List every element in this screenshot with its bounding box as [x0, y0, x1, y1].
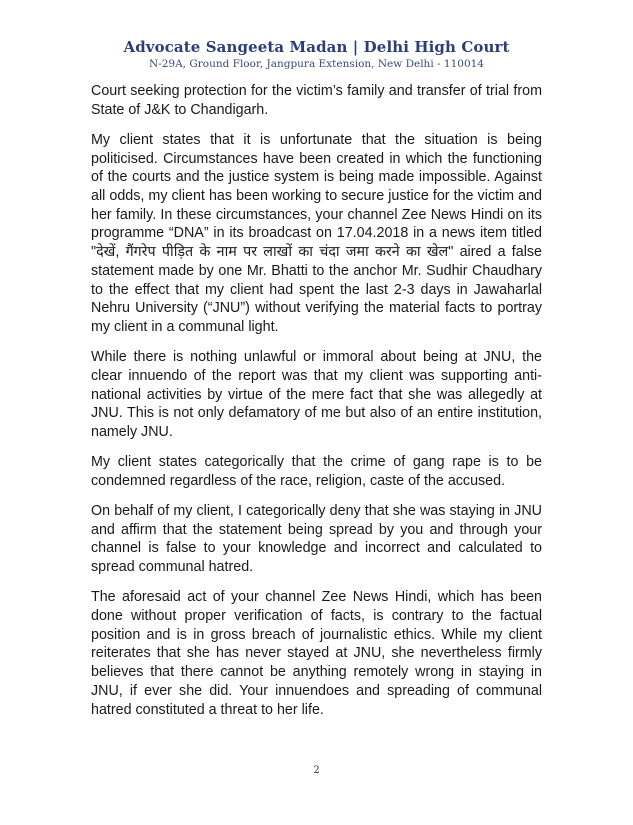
- paragraph-2: My client states that it is unfortunate that the situation is being politicised. Circumstances have been created in which the functioning of the courts and the justice system is being made impossible. Against all odds, my client has been working to secure justice for the victim and her family. In these circumstances, your channel Zee News Hindi on its programme “DNA” in its broadcast on 17.04.2018 in a news item titled "देखें, गैंगरेप पीड़ित के नाम पर लाखों का चंदा जमा करने का खेल" aired a false statement made by one Mr. Bhatti to the anchor Mr. Sudhir Chaudhary to the effect that my client had spent the last 2-3 days in Jawaharlal Nehru University (“JNU”) without verifying the material facts to portray my client in a communal light.: [91, 131, 542, 335]
- paragraph-5: On behalf of my client, I categorically deny that she was staying in JNU and affirm that the statement being spread by you and through your channel is false to your knowledge and incorrect and calculated to spread communal hatred.: [91, 503, 542, 576]
- paragraph-4: My client states categorically that the crime of gang rape is to be condemned regardless of the race, religion, caste of the accused.: [91, 454, 542, 489]
- letter-body: [91, 82, 542, 731]
- paragraph-6: The aforesaid act of your channel Zee News Hindi, which has been done without proper verification of facts, is contrary to the factual position and is in gross breach of journalistic ethics. While my client reiterates that she has never stayed at JNU, she nevertheless firmly believes that there cannot be anything remotely wrong in staying in JNU, if ever she did. Your innuendoes and spreading of communal hatred constituted a threat to her life.: [91, 589, 542, 718]
- page-number: 2: [313, 765, 320, 776]
- paragraph-3: While there is nothing unlawful or immoral about being at JNU, the clear innuendo of the report was that my client was supporting anti-national activities by virtue of the mere fact that she was allegedly at JNU. This is not only defamatory of me but also of an entire institution, namely JNU.: [91, 349, 542, 440]
- letterhead-title: Advocate Sangeeta Madan | Delhi High Court: [123, 38, 510, 56]
- paragraph-1: Court seeking protection for the victim’s family and transfer of trial from State of J&K to Chandigarh.: [91, 83, 542, 118]
- letterhead-address: N-29A, Ground Floor, Jangpura Extension, New Delhi - 110014: [149, 58, 484, 70]
- letterhead: [0, 38, 633, 71]
